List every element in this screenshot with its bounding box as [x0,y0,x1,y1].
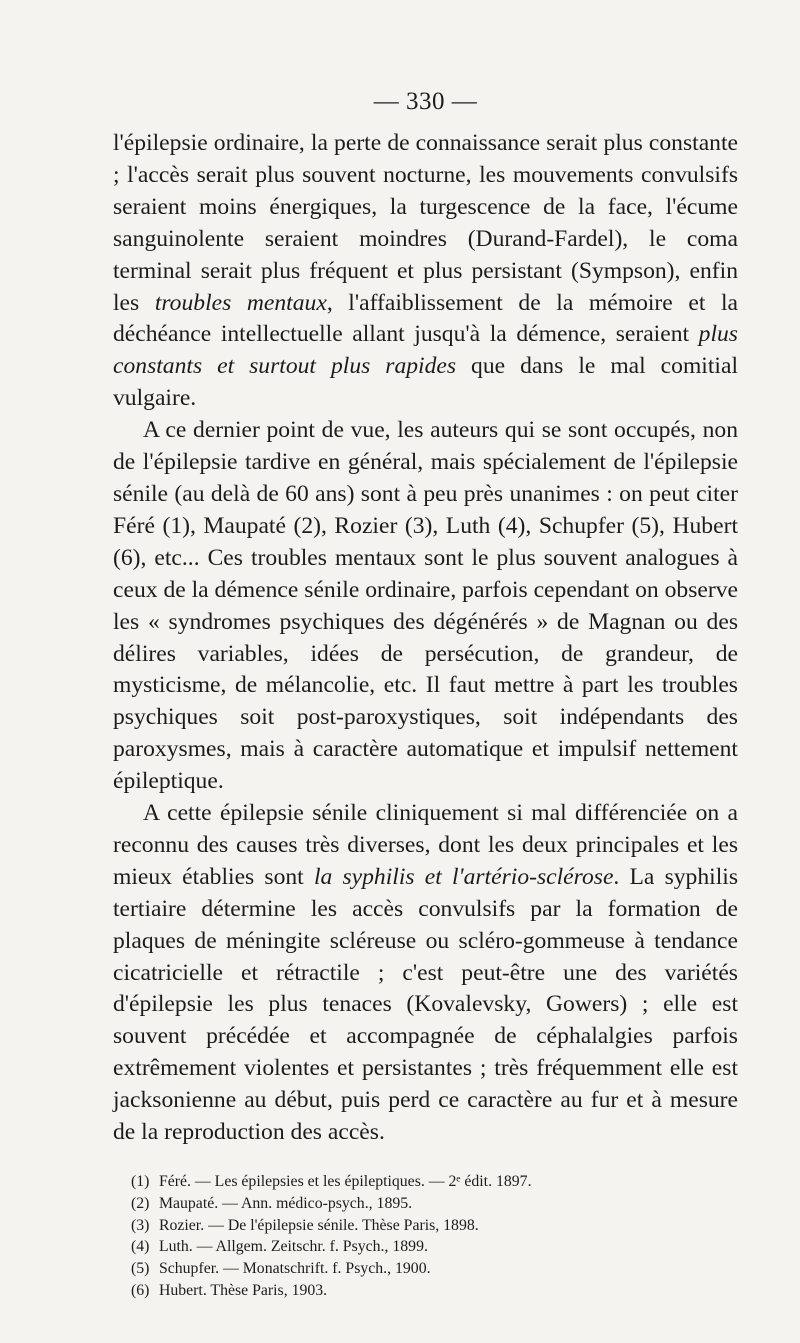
footnote-2 [131,1193,738,1215]
paragraph-3-text-end: . La syphilis tertiaire détermine les accès convulsifs par la formation de plaques de méningite scléreuse ou scléro-gommeuse à tendance cicatricielle et rétractile ; c'est peut-être une des variétés d'épilepsie les plus tenaces (Kovalevsky, Gowers) ; elle est souvent précédée et accompagnée de céphalalgies parfois extrêmement violentes et persistantes ; très fréquemment elle est jacksonienne au début, puis perd ce caractère au fur et à mesure de la reproduction des accès. [113,863,739,1146]
footnote-3 [131,1215,738,1237]
paragraph-2 [113,415,738,798]
paragraph-1-text-end: que dans le mal comitial vulgaire. [113,353,738,412]
footnote-number: (6) [131,1281,150,1299]
paragraph-1-text: l'épilepsie ordinaire, la perte de connaissance serait plus constante ; l'accès serait plus souvent nocturne, les mouvements convulsifs seraient moins énergiques, la turgescence de la face, l'écume sanguinolente seraient moindres (Durand-Fardel), le coma terminal serait plus fréquent et plus persistant (Sympson), enfin les [113,130,738,316]
paragraph-3 [113,798,738,1149]
footnote-number: (1) [131,1173,150,1190]
footnotes [113,1171,738,1302]
paragraph-3-text: A cette épilepsie sénile cliniquement si mal différenciée on a reconnu des causes très diverses, dont les deux principales et les mieux établies sont [113,800,738,890]
footnote-number: (3) [131,1216,150,1234]
paragraph-1-text-continued: , l'affaiblissement de la mémoire et la déchéance intellectuelle allant jusqu'à la démence, seraient [113,289,739,348]
footnote-number: (4) [131,1238,150,1256]
footnote-text: Féré. — Les épilepsies et les épileptiques. — 2ᵉ édit. 1897. [158,1173,532,1190]
book-page [113,88,738,1302]
paragraph-2-text: A ce dernier point de vue, les auteurs qui se sont occupés, non de l'épilepsie tardive en général, mais spécialement de l'épilepsie sénile (au delà de 60 ans) sont à peu près unanimes : on peut citer Féré (1), Maupaté (2), Rozier (3), Luth (4), Schupfer (5), Hubert (6), etc... Ces troubles mentaux sont le plus souvent analogues à ceux de la démence sénile ordinaire, parfois cependant on observe les « syndromes psychiques des dégénérés » de Magnan ou des délires variables, idées de persécution, de grandeur, de mysticisme, de mélancolie, etc. Il faut mettre à part les troubles psychiques soit post-paroxystiques, soit indépendants des paroxysmes, mais à caractère automatique et impulsif nettement épileptique. [113,417,738,795]
footnote-text: Maupaté. — Ann. médico-psych., 1895. [158,1194,413,1212]
footnote-text: Rozier. — De l'épilepsie sénile. Thèse Paris, 1898. [158,1216,479,1234]
page-number: — 330 — [373,88,478,115]
footnote-6 [131,1280,738,1302]
paragraph-1 [113,128,738,415]
footnote-number: (5) [131,1260,150,1278]
paragraph-3-italic-syphilis: la syphilis et l'artério-sclérose [313,863,614,890]
paragraph-1-italic-troubles-mentaux: troubles mentaux [154,289,327,316]
footnote-text: Luth. — Allgem. Zeitschr. f. Psych., 1899. [158,1238,428,1256]
footnote-1 [131,1171,738,1193]
footnote-number: (2) [131,1194,150,1212]
paragraph-1-italic-plus-constants: plus constants et surtout plus rapides [113,321,738,380]
footnote-text: Hubert. Thèse Paris, 1903. [158,1281,328,1299]
footnote-5 [131,1258,738,1280]
footnote-text: Schupfer. — Monatschrift. f. Psych., 1900. [158,1260,431,1278]
footnote-4 [131,1236,738,1258]
